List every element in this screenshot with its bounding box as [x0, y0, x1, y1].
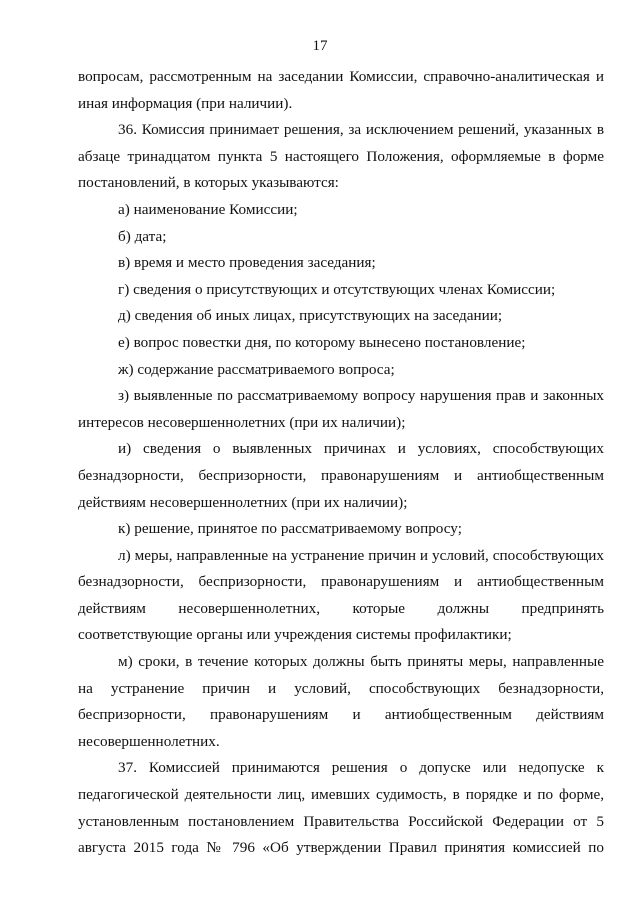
paragraph-continuation: вопросам, рассмотренным на заседании Комиссии, справочно-аналитическая и иная информация (при наличии).: [78, 68, 604, 112]
page-number: 17: [312, 38, 328, 54]
document-body: [78, 64, 604, 862]
list-item-i: и) сведения о выявленных причинах и условиях, способствующих безнадзорности, беспризорности, правонарушениям и антиобщественным действиям несовершеннолетних (при их наличии);: [78, 440, 604, 511]
list-item-v: в) время и место проведения заседания;: [118, 254, 376, 272]
list-item-l: л) меры, направленные на устранение причин и условий, способствующих безнадзорности, беспризорности, правонарушениям и антиобщественным действиям несовершеннолетних, которые должны предпринять соответствующие органы или учреждения системы профилактики;: [78, 546, 604, 644]
list-item-g: г) сведения о присутствующих и отсутствующих членах Комиссии;: [118, 280, 556, 298]
list-item-m: м) сроки, в течение которых должны быть приняты меры, направленные на устранение причин и условий, способствующих безнадзорности, беспризорности, правонарушениям и антиобщественным действиям несовершеннолетних.: [78, 653, 604, 750]
list-item-z: з) выявленные по рассматриваемому вопросу нарушения прав и законных интересов несовершеннолетних (при их наличии);: [78, 387, 604, 431]
list-item-zh: ж) содержание рассматриваемого вопроса;: [118, 360, 395, 378]
paragraph-37: 37. Комиссией принимаются решения о допуске или недопуске к педагогической деятельности лиц, имевших судимость, в порядке и по форме, установленным постановлением Правительства Российской Федерации от 5 августа 2015 года № 796 «Об утверждении Правил принятия комиссией по: [78, 759, 604, 857]
list-item-e: е) вопрос повестки дня, по которому вынесено постановление;: [118, 333, 526, 351]
list-item-b: б) дата;: [118, 227, 167, 245]
paragraph-36: 36. Комиссия принимает решения, за исключением решений, указанных в абзаце тринадцатом пункта 5 настоящего Положения, оформляемые в форме постановлений, в которых указываются:: [78, 121, 604, 192]
list-item-k: к) решение, принятое по рассматриваемому вопросу;: [118, 520, 462, 538]
list-item-a: а) наименование Комиссии;: [118, 200, 298, 218]
list-item-d: д) сведения об иных лицах, присутствующих на заседании;: [118, 307, 503, 325]
